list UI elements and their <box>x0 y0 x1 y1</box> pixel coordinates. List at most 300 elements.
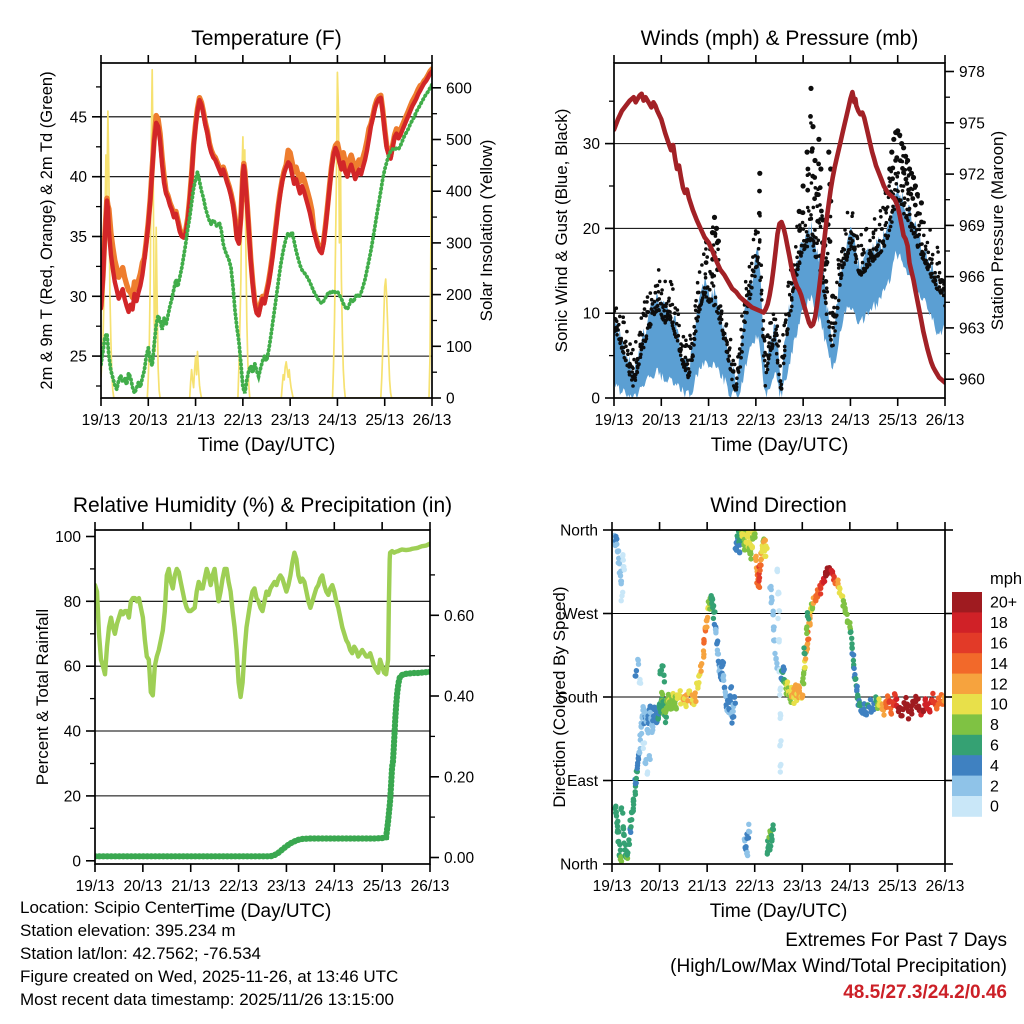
gust-dot <box>833 329 837 333</box>
gust-dot <box>677 312 681 316</box>
direction-dot <box>614 820 619 825</box>
gust-dot <box>774 318 778 322</box>
gust-dot <box>645 300 649 304</box>
gust-outlier-dot <box>900 166 905 171</box>
direction-dot <box>621 824 626 829</box>
direction-dot <box>620 552 625 557</box>
gust-dot <box>704 247 708 251</box>
colorbar-swatch <box>952 653 982 674</box>
gust-dot <box>737 370 741 374</box>
gust-outlier-dot <box>904 177 909 182</box>
direction-dot <box>614 542 619 547</box>
direction-dot <box>737 549 742 554</box>
gust-dot <box>874 228 878 232</box>
direction-dot <box>752 532 757 537</box>
gust-dot <box>700 300 704 304</box>
gust-outlier-dot <box>801 210 806 215</box>
colorbar-swatch <box>952 674 982 695</box>
gust-outlier-dot <box>898 158 903 163</box>
x-tick-label: 19/13 <box>592 878 632 895</box>
direction-dot <box>699 661 704 666</box>
y-tick-label: 969 <box>959 217 985 235</box>
gust-outlier-dot <box>828 239 833 244</box>
gust-outlier-dot <box>704 260 709 265</box>
gust-dot <box>777 373 781 377</box>
direction-dot <box>801 670 806 675</box>
y-tick-label: 978 <box>959 64 985 82</box>
gust-dot <box>677 334 681 338</box>
direction-dot <box>806 636 811 641</box>
gust-dot <box>763 359 767 363</box>
gust-dot <box>702 252 706 256</box>
x-tick-label: 19/13 <box>594 412 634 429</box>
gust-dot <box>677 324 681 328</box>
gust-dot <box>663 280 667 284</box>
direction-dot <box>619 805 624 810</box>
direction-dot <box>777 687 782 692</box>
y-tick-label: 975 <box>959 115 985 133</box>
direction-dot <box>715 651 720 656</box>
relative-humidity-line <box>95 544 430 697</box>
gust-dot <box>719 304 723 308</box>
gust-dot <box>890 220 894 224</box>
direction-dot <box>757 568 762 573</box>
gust-dot <box>760 298 764 302</box>
gust-dot <box>622 351 626 355</box>
gust-dot <box>757 247 761 251</box>
gust-outlier-dot <box>901 145 906 150</box>
gust-dot <box>880 249 884 253</box>
direction-dot <box>776 608 781 613</box>
gust-dot <box>817 239 821 243</box>
gust-dot <box>798 261 802 265</box>
y-tick-label: 0.60 <box>444 607 475 625</box>
direction-dot <box>678 688 683 693</box>
gust-dot <box>662 309 666 313</box>
gust-dot <box>769 321 773 325</box>
direction-dot <box>776 639 781 644</box>
x-tick-label: 21/13 <box>689 412 728 429</box>
gust-dot <box>621 315 625 319</box>
direction-dot <box>636 662 641 667</box>
gust-dot <box>693 304 697 308</box>
direction-dot <box>633 792 638 797</box>
gust-dot <box>820 214 824 218</box>
gust-dot <box>807 209 811 213</box>
gust-dot <box>857 244 861 248</box>
gust-dot <box>862 251 866 255</box>
extremes-summary <box>670 928 1007 1006</box>
direction-dot <box>634 668 639 673</box>
gust-dot <box>776 361 780 365</box>
gust-dot <box>694 329 698 333</box>
station-latlon: Station lat/lon: 42.7562; -76.534 <box>20 944 262 963</box>
extremes-subtitle: (High/Low/Max Wind/Total Precipitation) <box>670 956 1007 977</box>
x-tick-label: 20/13 <box>123 878 163 895</box>
direction-dot <box>619 598 624 603</box>
gust-dot <box>671 320 675 324</box>
gust-dot <box>788 293 792 297</box>
gust-dot <box>631 384 635 388</box>
rh-precip-series <box>95 544 430 857</box>
gust-dot <box>658 280 662 284</box>
y-tick-label: 20 <box>582 220 600 238</box>
colorbar-swatch <box>952 633 982 654</box>
gust-dot <box>619 339 623 343</box>
direction-dot <box>745 850 750 855</box>
gust-dot <box>824 296 828 300</box>
gust-dot <box>903 196 907 200</box>
direction-dot <box>696 680 701 685</box>
gust-dot <box>865 227 869 231</box>
direction-dot <box>775 616 780 621</box>
gust-dot <box>669 318 673 322</box>
direction-dot <box>801 645 806 650</box>
gust-dot <box>696 281 700 285</box>
gust-dot <box>889 215 893 219</box>
direction-dot <box>713 628 718 633</box>
y-tick-label: 0 <box>446 390 455 408</box>
gust-dot <box>907 208 911 212</box>
gust-outlier-dot <box>712 215 717 220</box>
gust-dot <box>692 325 696 329</box>
gust-dot <box>844 232 848 236</box>
direction-dot <box>618 578 623 583</box>
direction-dot <box>906 716 911 721</box>
direction-dot <box>923 696 928 701</box>
direction-dot <box>720 675 725 680</box>
gust-outlier-dot <box>889 150 894 155</box>
x-tick-label: 22/13 <box>223 412 263 429</box>
direction-dot <box>633 673 638 678</box>
gust-outlier-dot <box>818 166 823 171</box>
gust-dot <box>778 364 782 368</box>
colorbar-swatch <box>952 776 982 797</box>
gust-outlier-dot <box>712 231 717 236</box>
colorbar-label: 0 <box>990 798 999 816</box>
gust-outlier-dot <box>916 211 921 216</box>
direction-dot <box>837 586 842 591</box>
gust-dot <box>687 367 691 371</box>
gust-dot <box>846 211 850 215</box>
direction-dot <box>916 704 921 709</box>
colorbar-title: mph <box>990 570 1023 588</box>
gust-dot <box>701 296 705 300</box>
gust-dot <box>806 206 810 210</box>
gust-dot <box>928 228 932 232</box>
gust-dot <box>827 325 831 329</box>
direction-dot <box>772 651 777 656</box>
direction-dot <box>810 606 815 611</box>
direction-dot <box>640 704 645 709</box>
gust-dot <box>644 314 648 318</box>
figure-created: Figure created on Wed, 2025-11-26, at 13:46 UTC <box>20 967 399 986</box>
gust-dot <box>626 349 630 353</box>
gust-dot <box>725 343 729 347</box>
gust-dot <box>656 304 660 308</box>
gust-dot <box>768 336 772 340</box>
gust-dot <box>790 296 794 300</box>
gust-outlier-dot <box>906 188 911 193</box>
x-axis-title: Time (Day/UTC) <box>193 901 332 922</box>
x-tick-label: 20/13 <box>641 412 681 429</box>
gust-dot <box>790 281 794 285</box>
gust-dot <box>799 254 803 258</box>
y-axis-title-right: Solar Insolation (Yellow) <box>477 139 496 322</box>
station-elevation: Station elevation: 395.234 m <box>20 921 236 940</box>
direction-dot <box>722 685 727 690</box>
gust-dot <box>783 349 787 353</box>
gust-dot <box>739 365 743 369</box>
direction-dot <box>639 731 644 736</box>
gust-dot <box>801 221 805 225</box>
gust-dot <box>853 246 857 250</box>
gust-dot <box>676 308 680 312</box>
x-tick-label: 25/13 <box>878 878 917 895</box>
direction-dot <box>889 711 894 716</box>
gust-dot <box>862 248 866 252</box>
gust-outlier-dot <box>757 211 762 216</box>
direction-dot <box>673 705 678 710</box>
gust-dot <box>633 376 637 380</box>
y-tick-label: 30 <box>582 136 600 154</box>
gust-dot <box>750 286 754 290</box>
gust-dot <box>785 331 789 335</box>
gust-dot <box>646 295 650 299</box>
gust-dot <box>634 340 638 344</box>
gust-dot <box>828 334 832 338</box>
gust-dot <box>917 233 921 237</box>
colorbar-label: 6 <box>990 737 999 755</box>
direction-dot <box>631 799 636 804</box>
gust-dot <box>712 284 716 288</box>
direction-dot <box>621 832 626 837</box>
gust-dot <box>933 271 937 275</box>
colorbar-label: 16 <box>990 635 1008 653</box>
gust-dot <box>888 229 892 233</box>
direction-dot <box>778 716 783 721</box>
gust-dot <box>885 221 889 225</box>
gust-dot <box>867 260 871 264</box>
x-tick-label: 23/13 <box>782 878 822 895</box>
gust-dot <box>810 217 814 221</box>
gust-dot <box>691 354 695 358</box>
direction-dot <box>618 857 623 862</box>
gust-dot <box>696 319 700 323</box>
gust-dot <box>708 288 712 292</box>
gust-dot <box>763 339 767 343</box>
x-tick-label: 24/13 <box>318 412 357 429</box>
gust-dot <box>624 359 628 363</box>
y-tick-label: 100 <box>55 528 81 546</box>
gust-dot <box>653 300 657 304</box>
gust-dot <box>781 333 785 337</box>
gust-dot <box>876 243 880 247</box>
direction-dot <box>851 666 856 671</box>
direction-dot <box>645 769 650 774</box>
direction-dot <box>844 612 849 617</box>
gust-dot <box>922 255 926 259</box>
direction-dot <box>778 738 783 743</box>
gust-dot <box>643 307 647 311</box>
direction-dot <box>662 679 667 684</box>
gust-dot <box>744 280 748 284</box>
gust-dot <box>813 228 817 232</box>
direction-dot <box>744 836 749 841</box>
gust-outlier-dot <box>908 192 913 197</box>
gust-dot <box>796 265 800 269</box>
x-tick-label: 19/13 <box>75 878 115 895</box>
direction-dot <box>663 710 668 715</box>
gust-outlier-dot <box>830 294 835 299</box>
direction-dot <box>703 625 708 630</box>
gust-dot <box>809 213 813 217</box>
panel-title: Relative Humidity (%) & Precipitation (in) <box>72 494 453 517</box>
gust-dot <box>673 311 677 315</box>
gust-dot <box>728 346 732 350</box>
gust-outlier-dot <box>891 137 896 142</box>
direction-dot <box>857 703 862 708</box>
gust-dot <box>694 299 698 303</box>
gust-dot <box>714 296 718 300</box>
gust-dot <box>860 244 864 248</box>
panel-rh-precip <box>33 494 475 922</box>
gust-dot <box>768 353 772 357</box>
gust-dot <box>879 209 883 213</box>
gust-dot <box>618 315 622 319</box>
direction-dot <box>745 534 750 539</box>
direction-dot <box>802 651 807 656</box>
gust-outlier-dot <box>919 220 924 225</box>
gust-dot <box>880 227 884 231</box>
x-tick-label: 25/13 <box>878 412 918 429</box>
gust-dot <box>684 339 688 343</box>
direction-dot <box>818 591 823 596</box>
direction-dot <box>778 763 783 768</box>
gust-dot <box>700 263 704 267</box>
direction-dot <box>804 624 809 629</box>
station-location: Location: Scipio Center <box>20 898 196 917</box>
gust-dot <box>889 225 893 229</box>
gust-outlier-dot <box>905 181 910 186</box>
gust-dot <box>745 311 749 315</box>
gust-dot <box>843 248 847 252</box>
gust-dot <box>640 316 644 320</box>
gust-dot <box>824 302 828 306</box>
gust-dot <box>766 361 770 365</box>
gust-outlier-dot <box>816 137 821 142</box>
gust-dot <box>657 297 661 301</box>
y-tick-label: 0.20 <box>444 769 475 787</box>
direction-tick-label: South <box>557 689 598 707</box>
gust-dot <box>755 265 759 269</box>
direction-dot <box>763 543 768 548</box>
colorbar-label: 2 <box>990 778 999 796</box>
gust-outlier-dot <box>810 146 815 151</box>
gust-dot <box>896 171 900 175</box>
gust-outlier-dot <box>905 158 910 163</box>
gust-dot <box>825 286 829 290</box>
y-tick-label: 45 <box>69 109 87 127</box>
direction-dot <box>645 727 650 732</box>
gust-dot <box>887 184 891 188</box>
speed-colorbar <box>952 570 1022 817</box>
x-tick-label: 26/13 <box>410 878 450 895</box>
gust-dot <box>743 320 747 324</box>
temperature-series <box>101 69 432 398</box>
gust-dot <box>832 334 836 338</box>
direction-dot <box>711 616 716 621</box>
direction-dot <box>701 648 706 653</box>
gust-dot <box>698 270 702 274</box>
x-tick-label: 25/13 <box>365 412 405 429</box>
gust-dot <box>671 303 675 307</box>
gust-dot <box>846 251 850 255</box>
x-tick-label: 24/13 <box>831 412 870 429</box>
gust-dot <box>735 385 739 389</box>
gust-dot <box>679 353 683 357</box>
gust-outlier-dot <box>808 114 813 119</box>
direction-dot <box>909 708 914 713</box>
direction-dot <box>733 546 738 551</box>
gust-dot <box>772 312 776 316</box>
direction-dot <box>656 716 661 721</box>
direction-dot <box>774 568 779 573</box>
gust-dot <box>835 281 839 285</box>
gust-dot <box>936 246 940 250</box>
gust-dot <box>924 245 928 249</box>
direction-dot <box>625 850 630 855</box>
gust-outlier-dot <box>831 313 836 318</box>
y-axis-title-left: Direction (Colored By Speed) <box>550 586 569 808</box>
direction-dot <box>660 663 665 668</box>
direction-dot <box>664 715 669 720</box>
y-tick-label: 400 <box>446 183 472 201</box>
gust-dot <box>615 319 619 323</box>
direction-dot <box>730 715 735 720</box>
gust-dot <box>851 239 855 243</box>
direction-dot <box>840 594 845 599</box>
gust-dot <box>689 337 693 341</box>
direction-dot <box>663 720 668 725</box>
direction-dot <box>800 679 805 684</box>
gust-dot <box>936 250 940 254</box>
gust-dot <box>657 290 661 294</box>
direction-dot <box>704 617 709 622</box>
gust-dot <box>750 262 754 266</box>
gust-dot <box>660 292 664 296</box>
gust-dot <box>698 308 702 312</box>
gust-dot <box>893 208 897 212</box>
x-tick-label: 26/13 <box>412 412 452 429</box>
gust-dot <box>649 323 653 327</box>
direction-dot <box>631 808 636 813</box>
gust-dot <box>822 289 826 293</box>
direction-dot <box>729 720 734 725</box>
colorbar-swatch <box>952 592 982 613</box>
gust-outlier-dot <box>826 150 831 155</box>
y-tick-label: 972 <box>959 166 985 184</box>
gust-dot <box>749 280 753 284</box>
gust-dot <box>624 340 628 344</box>
y-tick-label: 35 <box>69 228 87 246</box>
gust-dot <box>657 268 661 272</box>
gust-dot <box>899 198 903 202</box>
direction-dot <box>635 657 640 662</box>
gust-dot <box>780 383 784 387</box>
direction-dot <box>762 554 767 559</box>
gust-dot <box>931 253 935 257</box>
